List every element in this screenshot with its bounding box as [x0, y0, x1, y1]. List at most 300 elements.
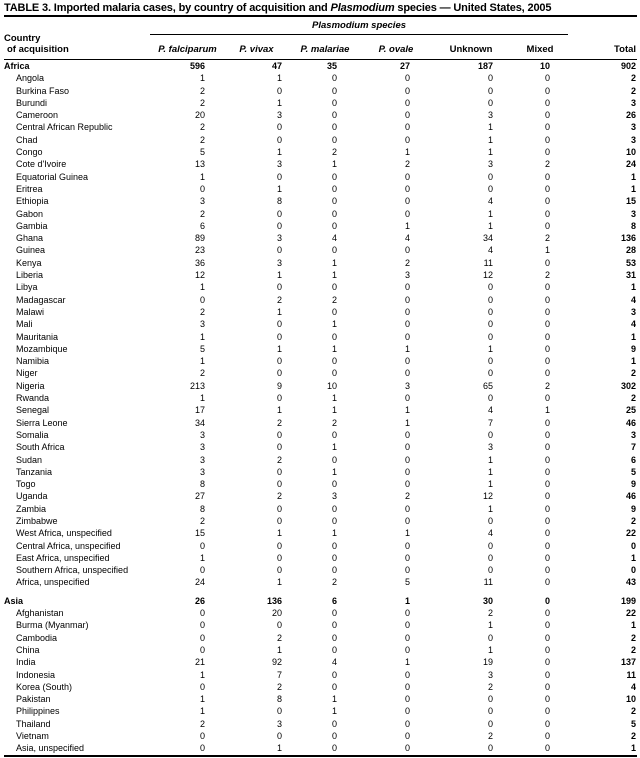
- value-cell: 0: [331, 669, 337, 680]
- value-cell: 0: [404, 565, 410, 576]
- table-row: [4, 503, 637, 515]
- value-cell: 0: [545, 595, 551, 606]
- title-text-2: species — United States, 2005: [394, 2, 552, 14]
- malaria-cases-table: [4, 15, 637, 757]
- country-cell: China: [16, 644, 40, 655]
- country-cell: Nigeria: [16, 380, 45, 391]
- total-cell: 2: [631, 706, 637, 717]
- country-cell: Burkina Faso: [16, 85, 70, 96]
- country-cell: Indonesia: [16, 669, 56, 680]
- value-cell: 8: [199, 503, 205, 514]
- total-cell: 22: [626, 608, 637, 619]
- value-cell: 0: [276, 368, 282, 379]
- country-cell: Southern Africa, unspecified: [16, 565, 129, 576]
- value-cell: 20: [194, 110, 205, 121]
- value-cell: 0: [199, 632, 205, 643]
- value-cell: 0: [404, 466, 410, 477]
- total-cell: 137: [621, 657, 637, 668]
- value-cell: 0: [404, 134, 410, 145]
- value-cell: 1: [487, 147, 493, 158]
- value-cell: 0: [404, 122, 410, 133]
- value-cell: 6: [331, 595, 337, 606]
- value-cell: 0: [487, 356, 493, 367]
- value-cell: 27: [194, 491, 205, 502]
- value-cell: 24: [194, 577, 205, 588]
- value-cell: 12: [194, 270, 205, 281]
- value-cell: 0: [487, 552, 493, 563]
- total-cell: 2: [631, 393, 637, 404]
- value-cell: 0: [404, 294, 410, 305]
- value-cell: 0: [331, 196, 337, 207]
- country-cell: Pakistan: [16, 694, 51, 705]
- table-row: [4, 171, 637, 183]
- total-cell: 31: [626, 270, 637, 281]
- value-cell: 0: [276, 319, 282, 330]
- value-cell: 23: [194, 245, 205, 256]
- table-row: [4, 220, 637, 232]
- value-cell: 1: [199, 282, 205, 293]
- table-row: [4, 158, 637, 170]
- value-cell: 4: [487, 245, 493, 256]
- country-cell: Ethiopia: [16, 196, 49, 207]
- value-cell: 0: [331, 134, 337, 145]
- table-row: [4, 564, 637, 576]
- value-cell: 4: [404, 233, 410, 244]
- value-cell: 0: [331, 608, 337, 619]
- value-cell: 2: [545, 270, 551, 281]
- country-cell: Libya: [16, 282, 38, 293]
- table-row: [4, 343, 637, 355]
- table-row: [4, 730, 637, 742]
- value-cell: 0: [331, 282, 337, 293]
- value-cell: 3: [199, 442, 205, 453]
- value-cell: 0: [487, 368, 493, 379]
- value-cell: 12: [482, 491, 493, 502]
- value-cell: 0: [545, 196, 551, 207]
- value-cell: 0: [545, 706, 551, 717]
- value-cell: 1: [331, 405, 337, 416]
- total-cell: 8: [631, 220, 637, 231]
- value-cell: 0: [276, 85, 282, 96]
- value-cell: 1: [199, 706, 205, 717]
- value-cell: 1: [331, 442, 337, 453]
- value-cell: 0: [545, 608, 551, 619]
- table-row: [4, 656, 637, 668]
- value-cell: 2: [199, 97, 205, 108]
- country-cell: Cambodia: [16, 632, 58, 643]
- country-cell: Philippines: [16, 706, 60, 717]
- value-cell: 0: [276, 466, 282, 477]
- value-cell: 0: [331, 356, 337, 367]
- value-cell: 2: [199, 134, 205, 145]
- value-cell: 12: [482, 270, 493, 281]
- value-cell: 0: [331, 245, 337, 256]
- table-row: [4, 441, 637, 453]
- table-row: [4, 417, 637, 429]
- country-cell: Sudan: [16, 454, 43, 465]
- value-cell: 2: [276, 294, 282, 305]
- value-cell: 3: [487, 669, 493, 680]
- value-cell: 1: [545, 405, 551, 416]
- country-cell: Asia, unspecified: [16, 743, 85, 754]
- value-cell: 0: [199, 681, 205, 692]
- value-cell: 1: [545, 245, 551, 256]
- total-cell: 1: [631, 356, 637, 367]
- value-cell: 0: [331, 85, 337, 96]
- value-cell: 0: [276, 620, 282, 631]
- value-cell: 0: [331, 743, 337, 754]
- value-cell: 0: [276, 208, 282, 219]
- value-cell: 92: [271, 657, 282, 668]
- value-cell: 0: [545, 417, 551, 428]
- value-cell: 1: [487, 479, 493, 490]
- table-row: [4, 669, 637, 681]
- value-cell: 0: [331, 429, 337, 440]
- value-cell: 0: [545, 257, 551, 268]
- value-cell: 19: [482, 657, 493, 668]
- value-cell: 0: [276, 503, 282, 514]
- value-cell: 0: [331, 479, 337, 490]
- total-cell: 4: [631, 681, 637, 692]
- country-cell: Senegal: [16, 405, 50, 416]
- section-label: Africa: [4, 61, 30, 71]
- value-cell: 3: [199, 196, 205, 207]
- total-cell: 9: [631, 503, 637, 514]
- value-cell: 0: [487, 331, 493, 342]
- value-cell: 0: [404, 479, 410, 490]
- value-cell: 1: [276, 644, 282, 655]
- value-cell: 4: [487, 405, 493, 416]
- country-cell: Madagascar: [16, 294, 66, 305]
- table-row: [4, 527, 637, 539]
- value-cell: 136: [266, 595, 282, 606]
- value-cell: 0: [404, 306, 410, 317]
- value-cell: 0: [545, 110, 551, 121]
- value-cell: 10: [540, 61, 551, 71]
- country-cell: Afghanistan: [16, 608, 64, 619]
- country-cell: Africa, unspecified: [16, 577, 90, 588]
- value-cell: 1: [404, 657, 410, 668]
- value-cell: 3: [199, 466, 205, 477]
- value-cell: 1: [199, 669, 205, 680]
- value-cell: 89: [194, 233, 205, 244]
- value-cell: 0: [331, 368, 337, 379]
- value-cell: 1: [487, 134, 493, 145]
- total-cell: 46: [626, 491, 637, 502]
- table-row: [4, 72, 637, 84]
- value-cell: 4: [331, 657, 337, 668]
- value-cell: 0: [331, 718, 337, 729]
- total-cell: 2: [631, 632, 637, 643]
- total-cell: 26: [626, 110, 637, 121]
- total-cell: 1: [631, 282, 637, 293]
- col-header-mixed: Mixed: [512, 35, 568, 60]
- table-row: [4, 681, 637, 693]
- table-row: [4, 109, 637, 121]
- table-header: [4, 16, 637, 60]
- value-cell: 2: [404, 159, 410, 170]
- total-cell: 5: [631, 718, 637, 729]
- total-cell: 1: [631, 552, 637, 563]
- value-cell: 8: [276, 694, 282, 705]
- value-cell: 2: [199, 515, 205, 526]
- value-cell: 1: [331, 159, 337, 170]
- country-cell: Liberia: [16, 270, 44, 281]
- section-row: [4, 60, 637, 73]
- total-cell: 3: [631, 134, 637, 145]
- value-cell: 0: [545, 134, 551, 145]
- country-cell: Cote d'Ivoire: [16, 159, 67, 170]
- value-cell: 0: [331, 515, 337, 526]
- total-cell: 4: [631, 294, 637, 305]
- country-cell: Burundi: [16, 97, 48, 108]
- value-cell: 0: [331, 731, 337, 742]
- col-header-ovale: P. ovale: [362, 35, 430, 60]
- table-row: [4, 619, 637, 631]
- table-row: [4, 367, 637, 379]
- value-cell: 0: [404, 644, 410, 655]
- value-cell: 2: [199, 718, 205, 729]
- country-cell: Angola: [16, 73, 45, 84]
- value-cell: 1: [331, 466, 337, 477]
- value-cell: 1: [276, 577, 282, 588]
- total-cell: 9: [631, 343, 637, 354]
- value-cell: 0: [487, 706, 493, 717]
- value-cell: 0: [199, 565, 205, 576]
- value-cell: 3: [199, 454, 205, 465]
- value-cell: 0: [545, 454, 551, 465]
- table-row: [4, 281, 637, 293]
- title-text-italic: Plasmodium: [330, 2, 395, 14]
- country-column-header: [4, 16, 150, 60]
- country-cell: Central African Republic: [16, 122, 113, 133]
- table-row: [4, 478, 637, 490]
- table-row: [4, 306, 637, 318]
- value-cell: 1: [404, 147, 410, 158]
- value-cell: 11: [483, 577, 493, 588]
- value-cell: 3: [404, 270, 410, 281]
- value-cell: 0: [404, 368, 410, 379]
- value-cell: 34: [482, 233, 493, 244]
- value-cell: 1: [199, 552, 205, 563]
- value-cell: 2: [487, 608, 493, 619]
- country-cell: Vietnam: [16, 731, 49, 742]
- value-cell: 3: [487, 442, 493, 453]
- total-cell: 10: [626, 694, 637, 705]
- value-cell: 0: [545, 491, 551, 502]
- value-cell: 1: [199, 171, 205, 182]
- value-cell: 0: [487, 393, 493, 404]
- value-cell: 0: [276, 706, 282, 717]
- value-cell: 2: [199, 368, 205, 379]
- country-cell: Thailand: [16, 718, 51, 729]
- value-cell: 0: [331, 122, 337, 133]
- value-cell: 1: [276, 147, 282, 158]
- table-row: [4, 454, 637, 466]
- total-cell: 28: [626, 245, 637, 256]
- country-cell: Uganda: [16, 491, 48, 502]
- value-cell: 30: [482, 595, 493, 606]
- table-row: [4, 576, 637, 588]
- country-cell: Congo: [16, 147, 43, 158]
- value-cell: 0: [404, 620, 410, 631]
- value-cell: 0: [331, 97, 337, 108]
- table-row: [4, 552, 637, 564]
- table-row: [4, 466, 637, 478]
- value-cell: 0: [276, 731, 282, 742]
- value-cell: 0: [487, 565, 493, 576]
- value-cell: 0: [276, 245, 282, 256]
- value-cell: 1: [199, 356, 205, 367]
- country-header-line1: Country: [4, 33, 41, 44]
- value-cell: 3: [276, 257, 282, 268]
- total-column-header: Total: [568, 16, 637, 60]
- value-cell: 2: [545, 380, 551, 391]
- value-cell: 0: [487, 97, 493, 108]
- value-cell: 0: [276, 171, 282, 182]
- value-cell: 0: [404, 731, 410, 742]
- table-row: [4, 121, 637, 133]
- value-cell: 0: [487, 718, 493, 729]
- value-cell: 0: [404, 331, 410, 342]
- table-row: [4, 134, 637, 146]
- country-cell: Mozambique: [16, 343, 68, 354]
- value-cell: 27: [399, 61, 410, 71]
- total-cell: 2: [631, 731, 637, 742]
- value-cell: 0: [404, 85, 410, 96]
- value-cell: 0: [331, 220, 337, 231]
- value-cell: 0: [404, 669, 410, 680]
- value-cell: 0: [545, 503, 551, 514]
- value-cell: 7: [487, 417, 493, 428]
- value-cell: 0: [199, 644, 205, 655]
- value-cell: 0: [545, 208, 551, 219]
- value-cell: 8: [276, 196, 282, 207]
- section-row: [4, 589, 637, 607]
- total-cell: 3: [631, 208, 637, 219]
- value-cell: 7: [276, 669, 282, 680]
- value-cell: 1: [487, 644, 493, 655]
- country-cell: South Africa: [16, 442, 65, 453]
- value-cell: 0: [404, 282, 410, 293]
- value-cell: 0: [545, 393, 551, 404]
- value-cell: 0: [545, 479, 551, 490]
- table-row: [4, 85, 637, 97]
- value-cell: 1: [487, 466, 493, 477]
- value-cell: 1: [199, 331, 205, 342]
- value-cell: 0: [487, 429, 493, 440]
- total-cell: 3: [631, 122, 637, 133]
- value-cell: 0: [404, 356, 410, 367]
- country-cell: Zimbabwe: [16, 515, 58, 526]
- country-cell: Chad: [16, 134, 38, 145]
- value-cell: 187: [477, 61, 493, 71]
- total-cell: 46: [626, 417, 637, 428]
- species-group-header: Plasmodium species: [150, 16, 568, 35]
- value-cell: 0: [545, 552, 551, 563]
- value-cell: 0: [276, 393, 282, 404]
- table-row: [4, 632, 637, 644]
- value-cell: 0: [331, 565, 337, 576]
- total-cell: 15: [626, 196, 637, 207]
- value-cell: 17: [194, 405, 205, 416]
- value-cell: 0: [331, 644, 337, 655]
- value-cell: 11: [483, 257, 493, 268]
- country-cell: Cameroon: [16, 110, 59, 121]
- total-cell: 2: [631, 644, 637, 655]
- value-cell: 0: [276, 331, 282, 342]
- value-cell: 2: [199, 208, 205, 219]
- country-cell: Gabon: [16, 208, 44, 219]
- value-cell: 0: [545, 731, 551, 742]
- value-cell: 0: [331, 331, 337, 342]
- table-row: [4, 380, 637, 392]
- value-cell: 13: [194, 159, 205, 170]
- value-cell: 0: [545, 515, 551, 526]
- table-row: [4, 195, 637, 207]
- value-cell: 0: [404, 632, 410, 643]
- value-cell: 0: [404, 319, 410, 330]
- value-cell: 2: [276, 417, 282, 428]
- country-cell: Eritrea: [16, 183, 43, 194]
- value-cell: 65: [482, 380, 493, 391]
- value-cell: 0: [404, 442, 410, 453]
- total-cell: 1: [631, 620, 637, 631]
- table-row: [4, 693, 637, 705]
- value-cell: 2: [331, 294, 337, 305]
- value-cell: 2: [199, 122, 205, 133]
- value-cell: 0: [404, 196, 410, 207]
- value-cell: 0: [545, 442, 551, 453]
- value-cell: 0: [404, 110, 410, 121]
- country-cell: Guinea: [16, 245, 46, 256]
- table-row: [4, 515, 637, 527]
- value-cell: 0: [199, 620, 205, 631]
- country-cell: Burma (Myanmar): [16, 620, 89, 631]
- value-cell: 0: [545, 343, 551, 354]
- value-cell: 0: [331, 306, 337, 317]
- value-cell: 0: [331, 620, 337, 631]
- value-cell: 47: [271, 61, 282, 71]
- table-row: [4, 404, 637, 416]
- value-cell: 0: [276, 565, 282, 576]
- table-row: [4, 540, 637, 552]
- value-cell: 0: [545, 368, 551, 379]
- total-cell: 2: [631, 73, 637, 84]
- country-cell: Central Africa, unspecified: [16, 540, 121, 551]
- country-cell: Gambia: [16, 220, 48, 231]
- col-header-falciparum: P. falciparum: [150, 35, 225, 60]
- value-cell: 1: [331, 694, 337, 705]
- value-cell: 3: [276, 718, 282, 729]
- value-cell: 0: [199, 294, 205, 305]
- total-cell: 902: [621, 61, 637, 71]
- value-cell: 0: [404, 171, 410, 182]
- total-cell: 3: [631, 306, 637, 317]
- value-cell: 0: [487, 319, 493, 330]
- country-cell: West Africa, unspecified: [16, 528, 112, 539]
- value-cell: 0: [545, 577, 551, 588]
- total-cell: 25: [626, 405, 637, 416]
- value-cell: 34: [194, 417, 205, 428]
- value-cell: 0: [404, 552, 410, 563]
- value-cell: 2: [199, 306, 205, 317]
- country-cell: Sierra Leone: [16, 417, 68, 428]
- country-cell: India: [16, 657, 36, 668]
- table-title: [4, 2, 637, 15]
- value-cell: 1: [276, 306, 282, 317]
- value-cell: 1: [276, 405, 282, 416]
